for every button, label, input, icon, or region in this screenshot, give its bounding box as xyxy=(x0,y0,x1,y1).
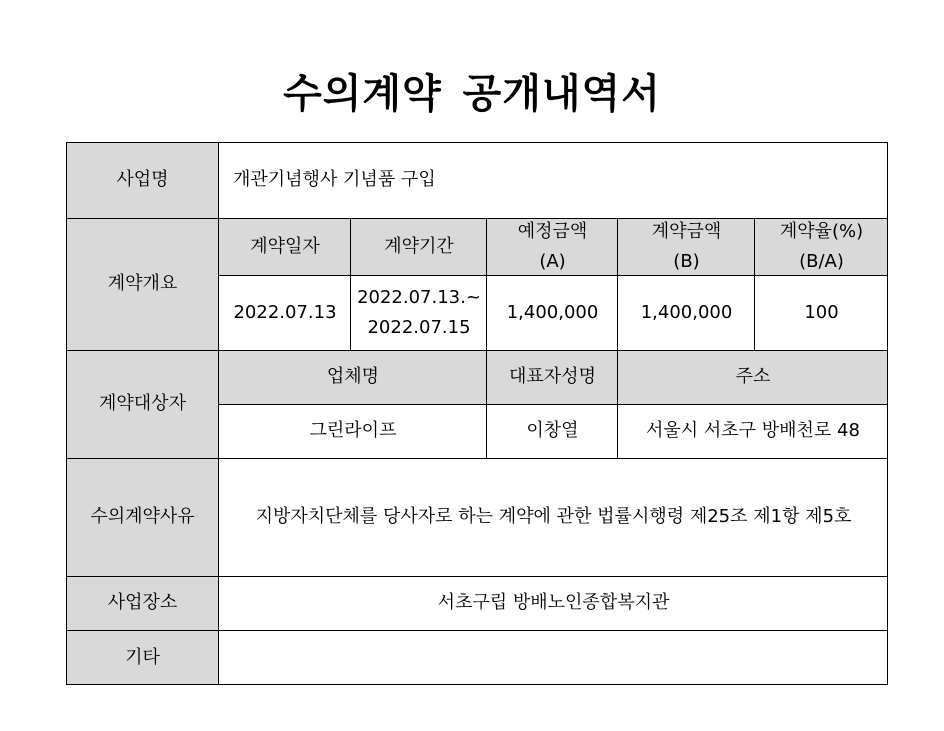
representative-value: 이창열 xyxy=(526,420,579,441)
overview-label: 계약개요 xyxy=(107,273,178,294)
company-name-header-text: 업체명 xyxy=(326,366,380,387)
representative-value-cell xyxy=(487,404,618,458)
contract-period-header-text: 계약기간 xyxy=(384,235,454,257)
location-value-cell xyxy=(219,576,888,630)
contract-rate-header-line2: (B/A) xyxy=(799,250,844,272)
overview-col-divider-3 xyxy=(617,218,618,350)
disclosure-table xyxy=(66,142,888,685)
overview-col-divider-4 xyxy=(754,218,755,350)
reason-label-cell xyxy=(66,458,219,576)
row-divider-5 xyxy=(66,630,888,631)
estimated-amount-header xyxy=(487,218,618,275)
project-value: 개관기념행사 기념품 구입 xyxy=(233,169,436,190)
overview-col-divider-2 xyxy=(486,218,487,350)
project-value-cell xyxy=(219,142,888,218)
contract-period-header xyxy=(351,218,487,275)
reason-label: 수의계약사유 xyxy=(90,506,195,527)
label-divider xyxy=(218,142,219,685)
location-label: 사업장소 xyxy=(107,592,178,613)
counterparty-label-cell xyxy=(66,350,219,458)
company-name-value-cell xyxy=(219,404,487,458)
estimated-amount-header-line1: 예정금액 xyxy=(517,220,588,242)
location-label-cell xyxy=(66,576,219,630)
project-label: 사업명 xyxy=(116,169,169,190)
contract-date-value-cell xyxy=(219,275,351,350)
contract-period-value-cell xyxy=(351,275,487,350)
overview-col-divider-1 xyxy=(350,218,351,350)
contract-amount-header xyxy=(618,218,755,275)
counterparty-col-divider-2 xyxy=(617,350,618,458)
address-header-text: 주소 xyxy=(735,366,771,387)
address-header xyxy=(618,350,888,404)
etc-value-cell xyxy=(219,630,888,685)
representative-header xyxy=(487,350,618,404)
contract-date-value: 2022.07.13 xyxy=(233,301,337,323)
company-name-value: 그린라이프 xyxy=(309,420,397,441)
overview-subdivider xyxy=(219,275,888,276)
overview-label-cell xyxy=(66,218,219,350)
contract-date-header xyxy=(219,218,351,275)
address-value-cell xyxy=(618,404,888,458)
project-label-cell xyxy=(66,142,219,218)
representative-header-text: 대표자성명 xyxy=(509,366,596,387)
etc-label-cell xyxy=(66,630,219,685)
reason-value-cell xyxy=(219,458,888,576)
location-value: 서초구립 방배노인종합복지관 xyxy=(437,592,670,613)
border-top xyxy=(66,142,888,143)
contract-amount-header-line2: (B) xyxy=(673,250,700,272)
reason-value: 지방자치단체를 당사자로 하는 계약에 관한 법률시행령 제25조 제1항 제5호 xyxy=(255,506,852,527)
contract-date-header-text: 계약일자 xyxy=(250,235,320,257)
border-bottom xyxy=(66,684,888,685)
etc-label: 기타 xyxy=(125,646,160,668)
contract-amount-value-cell xyxy=(618,275,755,350)
contract-amount-header-line1: 계약금액 xyxy=(651,220,722,242)
estimated-amount-value: 1,400,000 xyxy=(506,301,599,323)
counterparty-label: 계약대상자 xyxy=(99,393,186,414)
estimated-amount-header-line2: (A) xyxy=(539,250,566,272)
contract-rate-value: 100 xyxy=(804,301,839,323)
counterparty-col-divider-1 xyxy=(486,350,487,458)
contract-period-start: 2022.07.13.~ xyxy=(357,286,481,308)
estimated-amount-value-cell xyxy=(487,275,618,350)
counterparty-subdivider xyxy=(219,404,888,405)
contract-period-end: 2022.07.15 xyxy=(367,316,471,338)
address-value: 서울시 서초구 방배천로 48 xyxy=(646,420,860,441)
border-right xyxy=(887,142,888,685)
company-name-header xyxy=(219,350,487,404)
contract-rate-header-line1: 계약율(%) xyxy=(779,220,864,242)
row-divider-4 xyxy=(66,576,888,577)
contract-amount-value: 1,400,000 xyxy=(640,301,733,323)
row-divider-1 xyxy=(66,218,888,219)
document-title: 수의계약 공개내역서 xyxy=(283,71,661,117)
contract-rate-header xyxy=(755,218,888,275)
row-divider-2 xyxy=(66,350,888,351)
border-left xyxy=(66,142,67,685)
contract-rate-value-cell xyxy=(755,275,888,350)
row-divider-3 xyxy=(66,458,888,459)
